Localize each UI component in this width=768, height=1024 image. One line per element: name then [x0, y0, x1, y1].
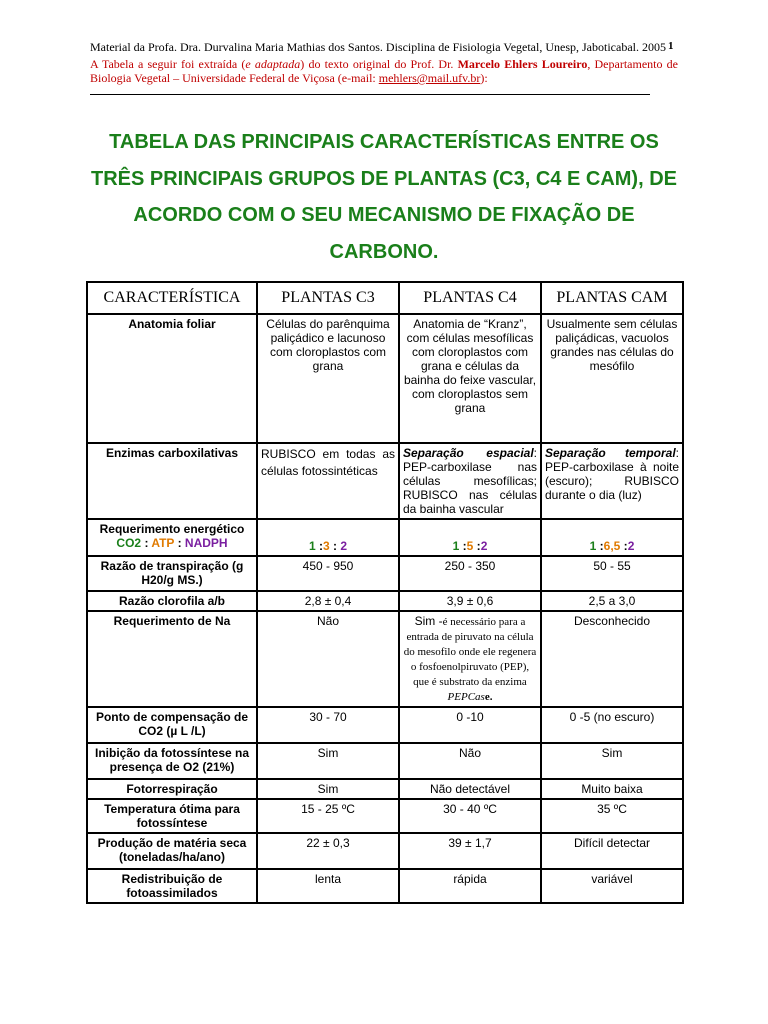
- document-header-line: Material da Profa. Dra. Durvalina Maria Mathias dos Santos. Disciplina de Fisiologia Vegetal, Unesp, Jaboticabal. 2005: [90, 40, 666, 54]
- credit-author: Marcelo Ehlers Loureiro: [457, 57, 588, 71]
- ratio-atp: 5: [466, 539, 474, 553]
- page-title: TABELA DAS PRINCIPAIS CARACTERÍSTICAS ENTRE OS TRÊS PRINCIPAIS GRUPOS DE PLANTAS (C3, C4 E CAM), DE ACORDO COM O SEU MECANISMO DE FIXAÇÃO DE CARBONO.: [91, 131, 677, 263]
- table-row: [87, 611, 683, 707]
- cell-c4: 0 -10: [399, 707, 541, 743]
- ratio-co2: 1: [452, 539, 460, 553]
- enzimas-c4-text: : PEP-carboxilase nas células mesofílicas; RUBISCO nas células da bainha vascular: [403, 446, 537, 516]
- row-label: Anatomia foliar: [87, 314, 257, 443]
- ratio-co2: 1: [308, 539, 316, 553]
- ratio-co2: 1: [589, 539, 597, 553]
- row-label: Inibição da fotossíntese na presença de O2 (21%): [87, 743, 257, 779]
- sodio-c4-end: e.: [484, 691, 493, 703]
- table-row: [87, 591, 683, 611]
- table-row: [87, 779, 683, 799]
- cell-c4: Não detectável: [399, 779, 541, 799]
- header-caracteristica: CARACTERÍSTICA: [87, 282, 257, 314]
- cell-c4: 30 - 40 ºC: [399, 799, 541, 833]
- cell-cam: 35 ºC: [541, 799, 683, 833]
- atp-term: ATP: [151, 536, 175, 550]
- cell-c3: 1 :3 : 2: [257, 519, 399, 556]
- table-row: [87, 869, 683, 903]
- ratio-nadph: 2: [340, 539, 348, 553]
- row-label: Requerimento de Na: [87, 611, 257, 707]
- separator: :: [174, 536, 185, 550]
- cell-cam: variável: [541, 869, 683, 903]
- cell-cam: [541, 443, 683, 519]
- cell-c4: [399, 611, 541, 707]
- cell-cam: Desconhecido: [541, 611, 683, 707]
- table-row: [87, 314, 683, 443]
- separacao-temporal: Separação temporal: [545, 446, 676, 460]
- cell-c4: Não: [399, 743, 541, 779]
- cell-c3: Sim: [257, 743, 399, 779]
- enzimas-cam-text: : PEP-carboxilase à noite (escuro); RUBISCO durante o dia (luz): [545, 446, 679, 502]
- source-credit: [90, 57, 678, 85]
- cell-cam: 50 - 55: [541, 556, 683, 591]
- cell-c4: rápida: [399, 869, 541, 903]
- header-plantas-c3: PLANTAS C3: [257, 282, 399, 314]
- row-label: Fotorrespiração: [87, 779, 257, 799]
- row-label: Enzimas carboxilativas: [87, 443, 257, 519]
- ratio-nadph: 2: [480, 539, 488, 553]
- cell-c3: RUBISCO em todas as células fotossintéticas: [257, 443, 399, 519]
- sodio-c4-note: é necessário para a entrada de piruvato na célula do mesofilo onde ele regenera o fosfoenolpiruvato (PEP), que é substrato da enzima: [403, 616, 537, 688]
- row-label: Razão clorofila a/b: [87, 591, 257, 611]
- cell-c4: Anatomia de “Kranz”, com células mesofílicas com cloroplastos com grana e células da bainha do feixe vascular, com cloroplastos sem grana: [399, 314, 541, 443]
- row-label: Redistribuição de fotoassimilados: [87, 869, 257, 903]
- credit-adapted: e adaptada: [245, 57, 301, 71]
- sodio-c4-enzyme: PEPCas: [447, 691, 485, 703]
- cell-cam: Sim: [541, 743, 683, 779]
- cell-c3: 450 - 950: [257, 556, 399, 591]
- energetico-label: Requerimento energético: [99, 522, 245, 536]
- nadph-term: NADPH: [184, 536, 228, 550]
- cell-c3: 22 ± 0,3: [257, 833, 399, 869]
- cell-cam: Muito baixa: [541, 779, 683, 799]
- cell-c3: Células do parênquima paliçádico e lacunoso com cloroplastos com grana: [257, 314, 399, 443]
- cell-cam: 1 :6,5 :2: [541, 519, 683, 556]
- header-divider: [90, 94, 650, 95]
- cell-c3: 15 - 25 ºC: [257, 799, 399, 833]
- row-label: Ponto de compensação de CO2 (µ L /L): [87, 707, 257, 743]
- header-plantas-cam: PLANTAS CAM: [541, 282, 683, 314]
- cell-c4: [399, 443, 541, 519]
- cell-c4: 1 :5 :2: [399, 519, 541, 556]
- table-row: [87, 743, 683, 779]
- co2-term: CO2: [116, 536, 142, 550]
- page-number: 1: [668, 40, 674, 52]
- comparison-table: [86, 281, 684, 904]
- cell-c4: 39 ± 1,7: [399, 833, 541, 869]
- credit-text-d: ):: [480, 71, 488, 85]
- credit-email-link[interactable]: mehlers@mail.ufv.br: [378, 71, 481, 85]
- cell-cam: 2,5 a 3,0: [541, 591, 683, 611]
- ratio-atp: 6,5: [603, 539, 621, 553]
- ratio-nadph: 2: [627, 539, 635, 553]
- credit-text-c: , Departamento de Biologia Vegetal – Universidade Federal de Viçosa (e-mail:: [90, 57, 678, 85]
- cell-cam: 0 -5 (no escuro): [541, 707, 683, 743]
- ratio-atp: 3: [322, 539, 330, 553]
- row-label: [87, 519, 257, 556]
- table-row: [87, 833, 683, 869]
- cell-c3: Não: [257, 611, 399, 707]
- row-label: Temperatura ótima para fotossíntese: [87, 799, 257, 833]
- cell-c3: lenta: [257, 869, 399, 903]
- credit-text-a: A Tabela a seguir foi extraída (: [90, 57, 246, 71]
- table-row: [87, 443, 683, 519]
- table-row: [87, 707, 683, 743]
- row-label: Razão de transpiração (g H20/g MS.): [87, 556, 257, 591]
- table-row: [87, 799, 683, 833]
- table-row: [87, 519, 683, 556]
- cell-c3: Sim: [257, 779, 399, 799]
- cell-cam: Difícil detectar: [541, 833, 683, 869]
- cell-c3: 30 - 70: [257, 707, 399, 743]
- separacao-espacial: Separação espacial: [403, 446, 534, 460]
- header-plantas-c4: PLANTAS C4: [399, 282, 541, 314]
- row-label: Produção de matéria seca (toneladas/ha/ano): [87, 833, 257, 869]
- separator: :: [141, 536, 152, 550]
- cell-c4: 250 - 350: [399, 556, 541, 591]
- cell-c4: 3,9 ± 0,6: [399, 591, 541, 611]
- credit-text-b: ) do texto original do Prof. Dr.: [300, 57, 458, 71]
- cell-c3: 2,8 ± 0,4: [257, 591, 399, 611]
- table-row: [87, 556, 683, 591]
- cell-cam: Usualmente sem células paliçádicas, vacuolos grandes nas células do mesófilo: [541, 314, 683, 443]
- sodio-c4-yes: Sim -: [414, 614, 443, 628]
- table-header-row: [87, 282, 683, 314]
